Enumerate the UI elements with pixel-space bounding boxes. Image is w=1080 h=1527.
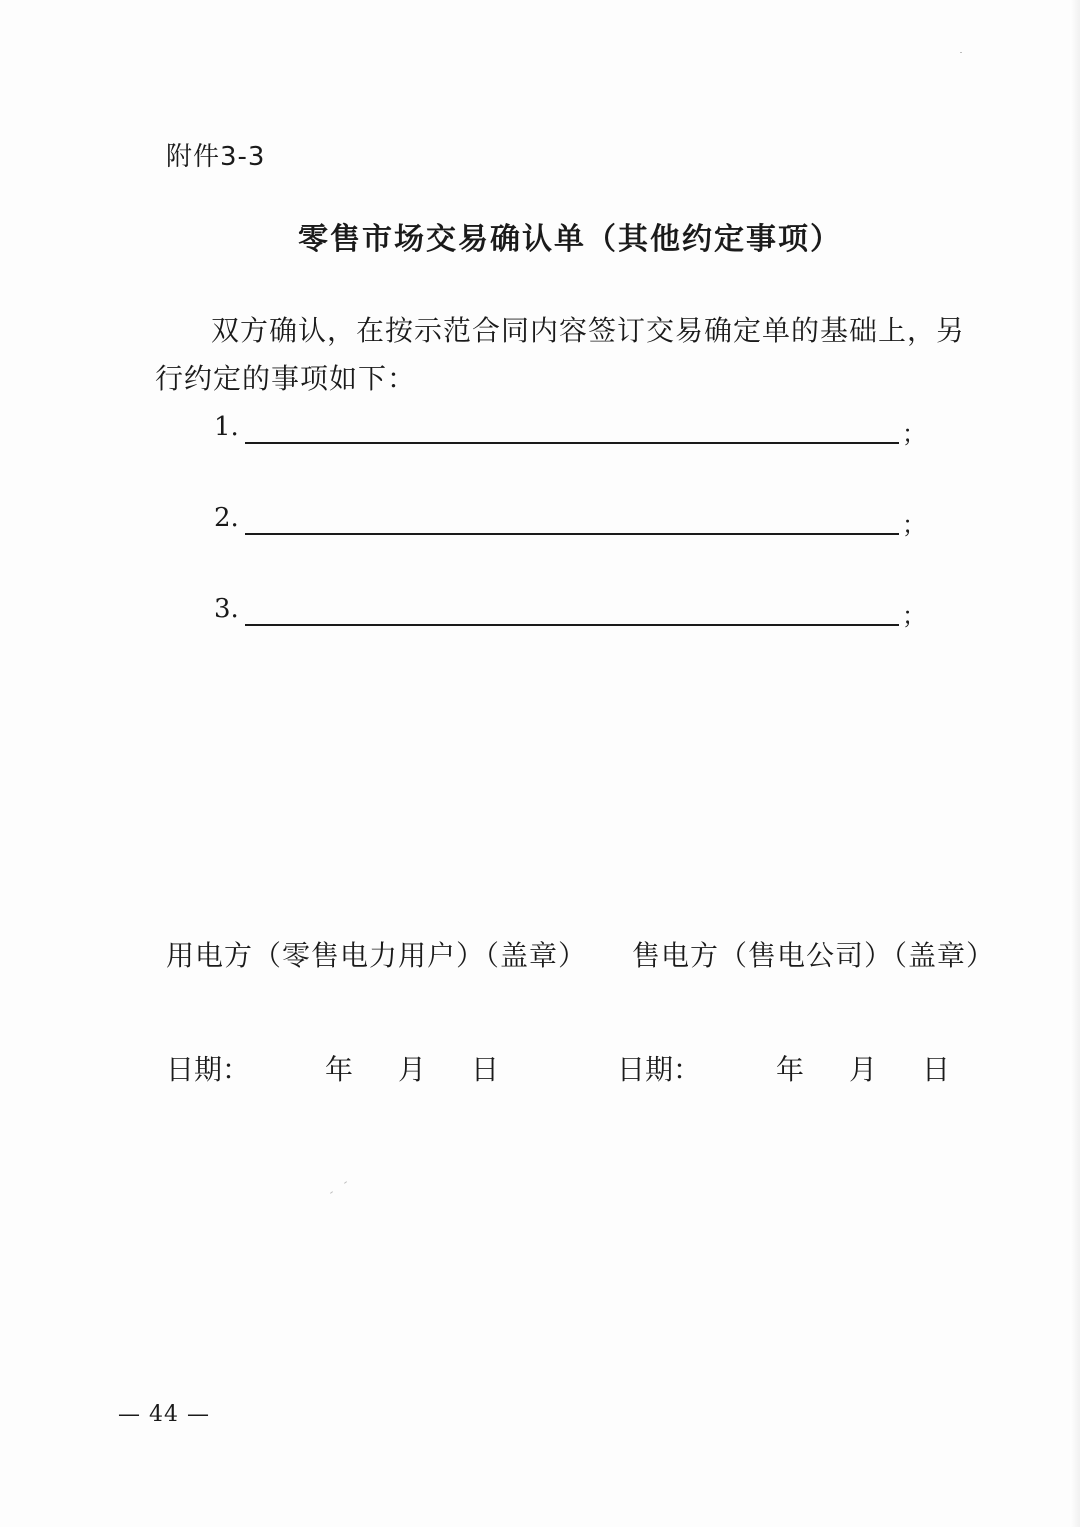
- item-number: 2.: [214, 503, 239, 533]
- scan-speck: [960, 52, 962, 53]
- seller-date-month: 月: [849, 1053, 878, 1086]
- buyer-date-day: 日: [471, 1053, 500, 1086]
- buyer-date-label: 日期：: [166, 1053, 251, 1086]
- seller-date-day: 日: [922, 1053, 951, 1086]
- item-terminator: ；: [902, 511, 926, 539]
- item-3-underline: [245, 624, 899, 626]
- agreement-item-1: [214, 410, 926, 450]
- item-2-underline: [245, 533, 899, 535]
- item-1-underline: [245, 442, 899, 444]
- buyer-date-month: 月: [398, 1053, 427, 1086]
- document-title: 零售市场交易确认单（其他约定事项）: [298, 222, 842, 257]
- item-terminator: ；: [902, 420, 926, 448]
- intro-paragraph: 双方确认，在按示范合同内容签订交易确定单的基础上，另行约定的事项如下：: [155, 314, 966, 395]
- item-number: 3.: [214, 594, 239, 624]
- seller-signature-label: 售电方（售电公司）（盖章）: [632, 939, 996, 972]
- page-number: — 44 —: [118, 1402, 210, 1427]
- seller-date-year: 年: [776, 1053, 805, 1086]
- page-edge-shadow: [1070, 0, 1080, 1527]
- item-terminator: ；: [902, 602, 926, 630]
- item-number: 1.: [214, 412, 239, 442]
- scan-speck: [344, 1181, 347, 1184]
- seller-date-label: 日期：: [617, 1053, 702, 1086]
- scan-speck: [330, 1191, 333, 1194]
- agreement-item-2: [214, 501, 926, 541]
- agreement-item-3: [214, 592, 926, 632]
- item-1-field[interactable]: [247, 410, 901, 442]
- attachment-label: 附件3-3: [166, 142, 266, 172]
- buyer-signature-label: 用电方（零售电力用户）（盖章）: [166, 939, 588, 972]
- item-2-field[interactable]: [247, 501, 901, 533]
- item-3-field[interactable]: [247, 592, 901, 624]
- buyer-date-year: 年: [325, 1053, 354, 1086]
